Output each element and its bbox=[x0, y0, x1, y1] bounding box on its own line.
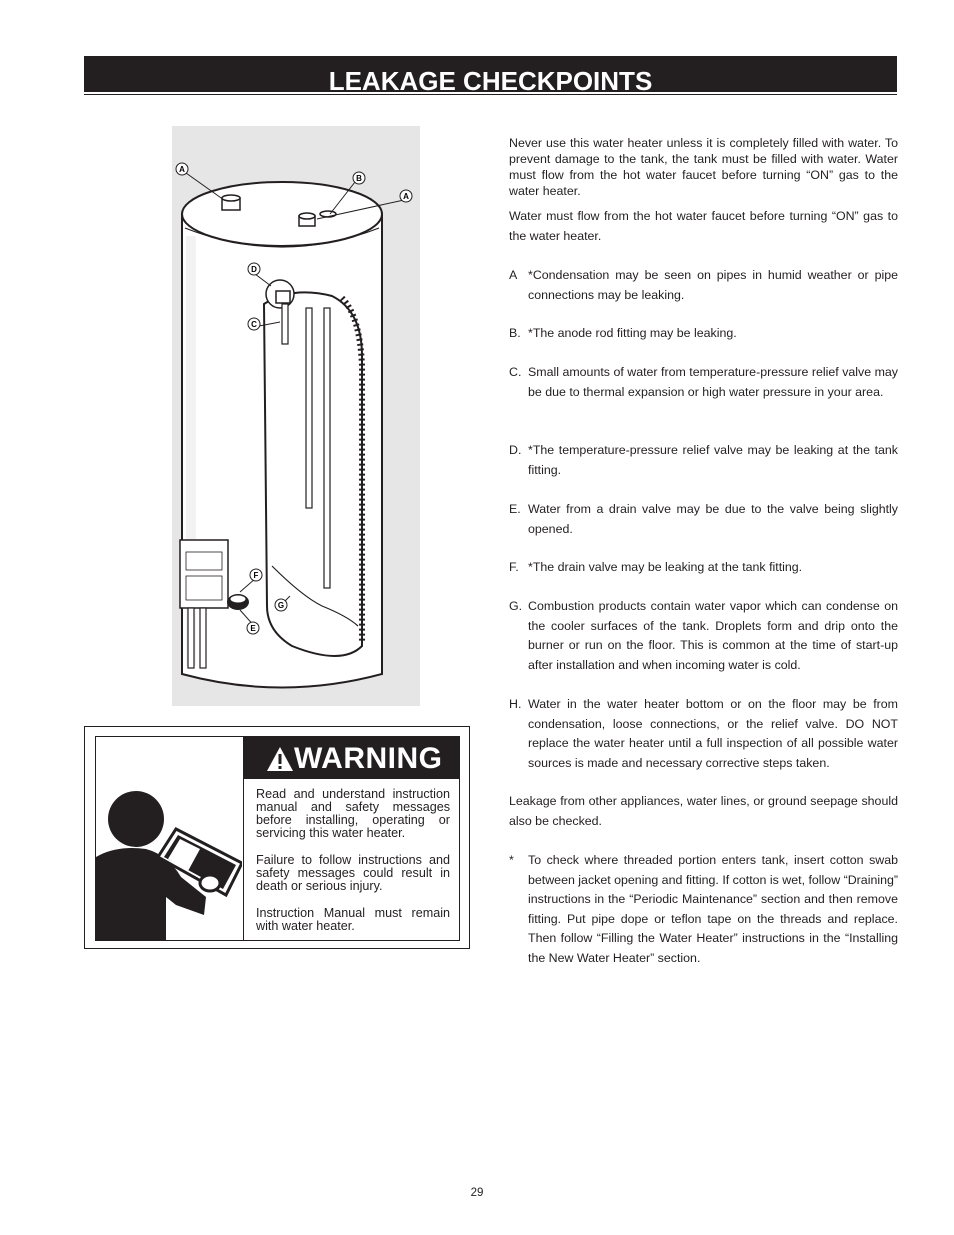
list-item-text: Small amounts of water from temperature-pressure relief valve may be due to thermal expansion or high water pressure in your area. bbox=[528, 365, 898, 399]
svg-text:F: F bbox=[253, 571, 259, 580]
warning-heading: WARNING bbox=[294, 742, 443, 775]
list-item-label: E. bbox=[509, 502, 521, 516]
callout-b bbox=[353, 172, 365, 184]
footnote-text: To check where threaded portion enters tank, insert cotton swab between jacket opening and fitting. If cotton is wet, follow “Draining” instructions in the “Periodic Maintenance” section and then remove fitting. Put pipe dope or teflon tape on the threads and replace. Then follow “Filling the Water Heater” instructions in the “Installing the New Water Heater” section. bbox=[528, 853, 898, 965]
svg-text:A: A bbox=[179, 165, 185, 174]
list-item-text: *The anode rod fitting may be leaking. bbox=[528, 326, 737, 340]
intro-paragraph-2: Water must flow from the hot water faucet before turning “ON” gas to the water heater. bbox=[509, 209, 898, 243]
list-item-label: H. bbox=[509, 697, 522, 711]
warning-triangle-icon bbox=[266, 746, 294, 772]
list-item-label: F. bbox=[509, 560, 519, 574]
list-item-label: A bbox=[509, 268, 518, 282]
warning-paragraph-2: Failure to follow instructions and safety messages could result in death or serious injury. bbox=[256, 853, 450, 893]
list-item-text: Combustion products contain water vapor which can condense on the cooler surfaces of the tank. Droplets form and drip onto the burner or run on the floor. This is common at the time of start-up after installation and when incoming water is cold. bbox=[528, 599, 898, 672]
callout-a-right bbox=[400, 190, 412, 202]
warning-label-inner bbox=[95, 736, 460, 941]
list-item-label: D. bbox=[509, 443, 522, 457]
svg-text:E: E bbox=[250, 624, 256, 633]
list-item-label: G. bbox=[509, 599, 523, 613]
leakage-paragraph: Leakage from other appliances, water lines, or ground seepage should also be checked. bbox=[509, 794, 898, 828]
callout-g bbox=[275, 599, 287, 611]
svg-text:A: A bbox=[403, 192, 409, 201]
list-item-text: *The temperature-pressure relief valve may be leaking at the tank fitting. bbox=[528, 443, 898, 477]
warning-paragraph-1: Read and understand instruction manual and safety messages before installing, operating or servicing this water heater. bbox=[256, 787, 450, 840]
callout-d bbox=[248, 263, 260, 275]
svg-text:C: C bbox=[251, 320, 257, 329]
list-item-text: Water from a drain valve may be due to the valve being slightly opened. bbox=[528, 502, 898, 536]
water-heater-illustration bbox=[172, 126, 420, 706]
person-reading-manual-icon bbox=[96, 737, 244, 940]
warning-banner bbox=[244, 737, 459, 779]
callout-e bbox=[247, 622, 259, 634]
title-bar bbox=[84, 56, 897, 96]
footnote-marker: * bbox=[509, 853, 514, 867]
list-item-text: Water in the water heater bottom or on the floor may be from condensation, loose connections, or the relief valve. DO NOT replace the water heater until a full inspection of all possible water sources is made and necessary corrective steps taken. bbox=[528, 697, 898, 770]
svg-text:D: D bbox=[251, 265, 257, 274]
warning-paragraph-3: Instruction Manual must remain with water heater. bbox=[256, 906, 450, 933]
title-rule bbox=[84, 94, 897, 95]
callout-a-left bbox=[176, 163, 188, 175]
list-item-label: B. bbox=[509, 326, 521, 340]
list-item-label: C. bbox=[509, 365, 522, 379]
warning-label bbox=[84, 726, 470, 949]
intro-paragraph: Never use this water heater unless it is completely filled with water. To prevent damage to the tank, the tank must be filled with water. Water must flow from the hot water faucet before turning “ON” gas to the water heater. bbox=[509, 136, 898, 198]
list-item-text: *The drain valve may be leaking at the tank fitting. bbox=[528, 560, 803, 574]
svg-text:B: B bbox=[356, 174, 362, 183]
page-number: 29 bbox=[470, 1187, 484, 1199]
callout-f bbox=[250, 569, 262, 581]
list-item-text: *Condensation may be seen on pipes in humid weather or pipe connections may be leaking. bbox=[528, 268, 898, 302]
svg-text:G: G bbox=[277, 601, 285, 610]
page-title: LEAKAGE CHECKPOINTS bbox=[328, 66, 653, 96]
callout-c bbox=[248, 318, 260, 330]
